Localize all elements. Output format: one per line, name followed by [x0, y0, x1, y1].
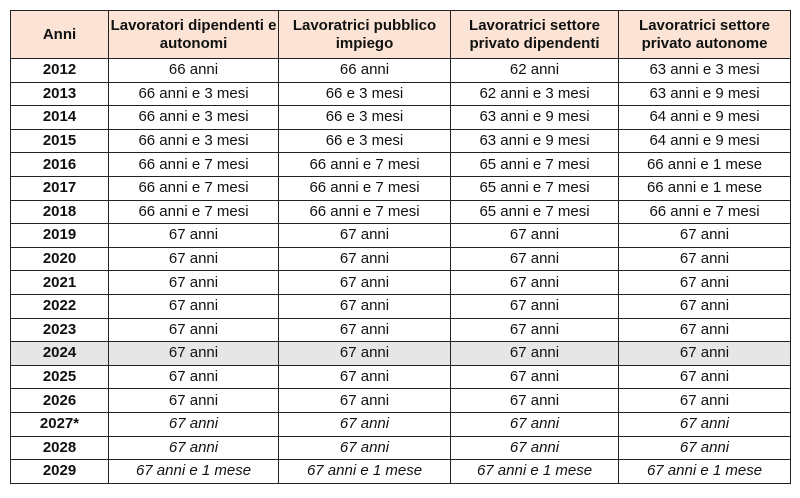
header-lavoratori-dipendenti-autonomi: Lavoratori dipendenti e autonomi	[109, 11, 279, 59]
retirement-age-cell: 64 anni e 9 mesi	[619, 129, 791, 153]
header-anni: Anni	[11, 11, 109, 59]
table-header-row	[11, 11, 791, 59]
retirement-age-cell: 67 anni	[279, 389, 451, 413]
retirement-age-cell: 67 anni	[109, 224, 279, 248]
retirement-age-cell: 67 anni	[451, 412, 619, 436]
row-year: 2024	[11, 342, 109, 366]
retirement-age-cell: 66 anni e 7 mesi	[279, 200, 451, 224]
retirement-age-cell: 66 anni e 7 mesi	[109, 176, 279, 200]
table-row	[11, 224, 791, 248]
retirement-age-cell: 66 anni e 3 mesi	[109, 106, 279, 130]
retirement-age-cell: 67 anni	[279, 318, 451, 342]
retirement-age-cell: 67 anni e 1 mese	[619, 460, 791, 484]
retirement-age-cell: 66 e 3 mesi	[279, 129, 451, 153]
row-year: 2027*	[11, 412, 109, 436]
retirement-age-cell: 67 anni	[109, 247, 279, 271]
retirement-age-cell: 67 anni	[279, 342, 451, 366]
retirement-age-cell: 63 anni e 3 mesi	[619, 59, 791, 83]
retirement-age-cell: 67 anni	[279, 436, 451, 460]
retirement-age-cell: 66 e 3 mesi	[279, 106, 451, 130]
table-row	[11, 129, 791, 153]
row-year: 2028	[11, 436, 109, 460]
row-year: 2022	[11, 294, 109, 318]
retirement-age-cell: 67 anni e 1 mese	[451, 460, 619, 484]
retirement-age-cell: 67 anni	[451, 271, 619, 295]
header-lavoratrici-privato-dipendenti: Lavoratrici settore privato dipendenti	[451, 11, 619, 59]
retirement-age-cell: 66 anni e 7 mesi	[619, 200, 791, 224]
table-row	[11, 106, 791, 130]
table-row	[11, 389, 791, 413]
retirement-age-cell: 67 anni	[619, 412, 791, 436]
retirement-age-cell: 67 anni	[109, 342, 279, 366]
row-year: 2013	[11, 82, 109, 106]
row-year: 2021	[11, 271, 109, 295]
retirement-age-cell: 67 anni	[619, 224, 791, 248]
table-row	[11, 200, 791, 224]
retirement-age-cell: 67 anni	[619, 365, 791, 389]
retirement-age-cell: 67 anni	[451, 365, 619, 389]
retirement-age-cell: 62 anni e 3 mesi	[451, 82, 619, 106]
retirement-age-cell: 67 anni	[109, 389, 279, 413]
row-year: 2029	[11, 460, 109, 484]
table-row	[11, 365, 791, 389]
retirement-age-cell: 65 anni e 7 mesi	[451, 153, 619, 177]
retirement-age-cell: 66 anni	[279, 59, 451, 83]
row-year: 2012	[11, 59, 109, 83]
retirement-age-cell: 67 anni	[279, 365, 451, 389]
retirement-age-cell: 66 anni e 7 mesi	[109, 200, 279, 224]
retirement-age-cell: 67 anni e 1 mese	[109, 460, 279, 484]
retirement-age-cell: 67 anni	[619, 342, 791, 366]
row-year: 2020	[11, 247, 109, 271]
retirement-age-cell: 66 anni	[109, 59, 279, 83]
retirement-age-cell: 67 anni	[451, 342, 619, 366]
retirement-age-cell: 67 anni	[279, 224, 451, 248]
retirement-age-cell: 66 anni e 3 mesi	[109, 129, 279, 153]
row-year: 2019	[11, 224, 109, 248]
retirement-age-cell: 67 anni	[619, 247, 791, 271]
retirement-age-table-container	[10, 10, 791, 484]
retirement-age-cell: 67 anni	[451, 318, 619, 342]
table-row	[11, 82, 791, 106]
retirement-age-cell: 67 anni	[451, 436, 619, 460]
table-row	[11, 176, 791, 200]
retirement-age-cell: 66 e 3 mesi	[279, 82, 451, 106]
table-row	[11, 460, 791, 484]
table-row	[11, 59, 791, 83]
retirement-age-cell: 62 anni	[451, 59, 619, 83]
retirement-age-cell: 67 anni	[451, 294, 619, 318]
retirement-age-cell: 67 anni	[619, 318, 791, 342]
retirement-age-cell: 67 anni	[619, 271, 791, 295]
retirement-age-cell: 66 anni e 7 mesi	[279, 153, 451, 177]
retirement-age-cell: 66 anni e 1 mese	[619, 153, 791, 177]
row-year: 2014	[11, 106, 109, 130]
retirement-age-cell: 67 anni	[619, 389, 791, 413]
row-year: 2016	[11, 153, 109, 177]
table-row	[11, 412, 791, 436]
retirement-age-cell: 67 anni	[109, 436, 279, 460]
retirement-age-cell: 67 anni	[619, 436, 791, 460]
retirement-age-cell: 63 anni e 9 mesi	[451, 106, 619, 130]
retirement-age-cell: 67 anni	[451, 247, 619, 271]
retirement-age-cell: 67 anni	[279, 271, 451, 295]
retirement-age-cell: 67 anni	[451, 224, 619, 248]
row-year: 2023	[11, 318, 109, 342]
table-row	[11, 342, 791, 366]
retirement-age-cell: 65 anni e 7 mesi	[451, 176, 619, 200]
row-year: 2015	[11, 129, 109, 153]
row-year: 2018	[11, 200, 109, 224]
retirement-age-cell: 67 anni	[109, 318, 279, 342]
retirement-age-cell: 63 anni e 9 mesi	[619, 82, 791, 106]
retirement-age-cell: 64 anni e 9 mesi	[619, 106, 791, 130]
retirement-age-cell: 63 anni e 9 mesi	[451, 129, 619, 153]
table-row	[11, 436, 791, 460]
header-lavoratrici-privato-autonome: Lavoratrici settore privato autonome	[619, 11, 791, 59]
retirement-age-cell: 67 anni	[109, 294, 279, 318]
row-year: 2026	[11, 389, 109, 413]
retirement-age-cell: 66 anni e 3 mesi	[109, 82, 279, 106]
retirement-age-table	[10, 10, 791, 484]
retirement-age-cell: 67 anni	[279, 247, 451, 271]
retirement-age-cell: 66 anni e 7 mesi	[109, 153, 279, 177]
header-lavoratrici-pubblico-impiego: Lavoratrici pubblico impiego	[279, 11, 451, 59]
retirement-age-cell: 67 anni e 1 mese	[279, 460, 451, 484]
table-body	[11, 59, 791, 484]
retirement-age-cell: 67 anni	[109, 412, 279, 436]
retirement-age-cell: 66 anni e 1 mese	[619, 176, 791, 200]
row-year: 2025	[11, 365, 109, 389]
table-row	[11, 247, 791, 271]
retirement-age-cell: 65 anni e 7 mesi	[451, 200, 619, 224]
retirement-age-cell: 67 anni	[619, 294, 791, 318]
row-year: 2017	[11, 176, 109, 200]
retirement-age-cell: 66 anni e 7 mesi	[279, 176, 451, 200]
table-row	[11, 271, 791, 295]
retirement-age-cell: 67 anni	[109, 365, 279, 389]
table-row	[11, 318, 791, 342]
retirement-age-cell: 67 anni	[279, 294, 451, 318]
table-row	[11, 153, 791, 177]
table-row	[11, 294, 791, 318]
retirement-age-cell: 67 anni	[451, 389, 619, 413]
retirement-age-cell: 67 anni	[109, 271, 279, 295]
retirement-age-cell: 67 anni	[279, 412, 451, 436]
